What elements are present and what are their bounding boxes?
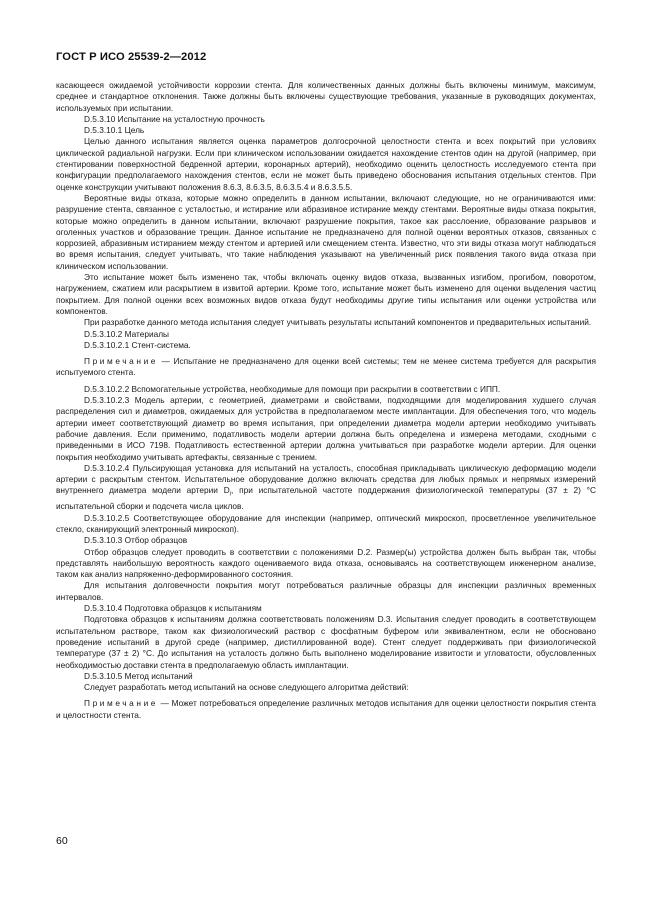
section-heading: D.5.3.10.3 Отбор образцов [84,535,188,546]
paragraph: D.5.3.10.2.1 Стент-система. [84,339,191,350]
paragraph: D.5.3.10.2.5 Соответствующее оборудование для инспекции (например, оптический микроскоп, просветленное увеличительное стекло, сканирующий электронный микроскоп). [56,512,596,534]
paragraph: Для испытания долговечности покрытия могут потребоваться различные образцы для инспекции различных временных интервалов. [56,580,596,602]
page-number: 60 [56,835,68,847]
diameter-subscript: i [229,492,232,499]
paragraph: При разработке данного метода испытания следует учитывать результаты испытаний компонентов и предварительных испытаний. [84,317,592,328]
section-heading: D.5.3.10.4 Подготовка образцов к испытаниям [84,603,262,614]
note-text: — Испытание не предназначено для оценки всей системы; тем не менее система требуется для раскрытия испытуемого стента. [56,356,596,378]
standard-header: ГОСТ Р ИСО 25539-2—2012 [56,51,207,63]
section-heading: D.5.3.10 Испытание на усталостную прочность [84,113,265,124]
paragraph: Вероятные виды отказа, которые можно определить в данном испытании, включают следующие, но не ограничиваются ими: разрушение стента, связанное с усталостью, и истирание или абразивное истирание между стентами. Вероятные виды отказа покрытия, которые можно определить в данном испытании, включают разрушение покрытия, такое как расслоение, образование разрывов и оголенных участков и образование трещин. Данное испытание не предназначено для полной оценки вероятных отказов, связанных с коррозией, абразивным истиранием между стентом и артерией или смещением стента. Известно, что эти виды отказа могут наблюдаться во время испытания, следует учитывать, что такие наблюдения указывают на увеличенный риск появления такого вида отказа при клиническом использовании. [56,192,596,271]
text-run: D.5.3.10.2.4 Пульсирующая установка для испытаний на усталость, способная прикладывать циклическую деформацию модели артерии с раскрытым стентом. Испытательное оборудование должно включать средства для любых прямых и непрямых измерений внутреннего диаметра модели артерии D [56,462,596,496]
document-body [56,80,596,721]
note-paragraph [56,698,596,721]
paragraph: Целью данного испытания является оценка параметров долгосрочной целостности стента и всех покрытий при условиях циклической радиальной нагрузки. Если при клиническом использовании ожидается нахождение стентов один на другой (например, при стентировании поверхностной бедренной артерии, коронарных артерий), необходимо оценить целостность исследуемого стента при конфигурации предполагаемого нахождения стентов, если не может быть приведено обоснования испытания отдельных стентов. При оценке конструкции учитывают положения 8.6.3, 8.6.3.5, 8.6.3.5.4 и 8.6.3.5.5. [56,136,596,192]
section-heading: D.5.3.10.1 Цель [84,125,145,136]
text-run: , при испытательной частоте поддержания физиологической температуры (37 ± 2) °C испытательной сборки и подсчета числа циклов. [56,485,596,512]
paragraph: Это испытание может быть изменено так, чтобы включать оценку видов отказа, вызванных изгибом, прогибом, поворотом, нагружением, сжатием или раскрытием в извитой артерии. Кроме того, испытание может быть изменено для оценки выделения частиц покрытием. Для полной оценки всех возможных видов отказа будут необходимы другие типы испытания или оценки устройства или компонентов. [56,272,596,316]
paragraph [56,463,596,513]
note-label: Примечание [84,698,159,709]
paragraph: Следует разработать метод испытаний на основе следующего алгоритма действий: [84,682,409,693]
note-text: — Может потребоваться определение различных методов испытания для оценки целостности покрытия стента и целостности стента. [56,698,596,720]
note-label: Примечание [84,356,159,367]
section-heading: D.5.3.10.5 Метод испытаний [84,670,193,681]
paragraph: D.5.3.10.2.3 Модель артерии, с геометрией, диаметрами и свойствами, подходящими для моделирования худшего случая распределения сил и диаметров, ожидаемых для устройства в предполагаемом месте имплантации. Для обеспечения того, что модель артерии имеет соответствующий диаметр во время испытания, при определении диаметра модели артерии необходимо учитывать рабочие давления. Если применимо, податливость модели артерии должна быть определена и измерена методами, сходными с приведенными в ИСО 7198. Податливость естественной артерии должна учитываться при разработке модели артерии. Для оценки покрытия необходимо учитывать артефакты, связанные с трением. [56,395,596,462]
section-heading: D.5.3.10.2 Материалы [84,328,170,339]
paragraph: Подготовка образцов к испытаниям должна соответствовать положениям D.3. Испытания следует проводить в соответствующем испытательном растворе, таком как физиологический раствор с фосфатным буфером или эквивалентном, если не обосновано проведение испытаний в другой среде (например, дистиллированной воде). Стент следует поддерживать при физиологической температуре (37 ± 2) °C. До испытания на усталость должно быть выполнено моделирование извитости и угловатости, обусловленных необходимостью доставки стента в предполагаемую область имплантации. [56,614,596,670]
paragraph: Отбор образцов следует проводить в соответствии с положениями D.2. Размер(ы) устройства должен быть выбран так, чтобы представлять наибольшую вероятность каждого оцениваемого вида отказа, основываясь на соответствующем инженерном анализе, таком как анализ напряженно-деформированного состояния. [56,546,596,580]
paragraph: касающееся ожидаемой устойчивости коррозии стента. Для количественных данных должны быть включены минимум, максимум, среднее и стандартное отклонения. Также должны быть включены существующие требования, указанные в руководящих документах, используемых при испытании. [56,80,596,113]
paragraph: D.5.3.10.2.2 Вспомогательные устройства, необходимые для помощи при раскрытии в соответствии с ИПП. [84,383,501,394]
note-paragraph [56,356,596,379]
